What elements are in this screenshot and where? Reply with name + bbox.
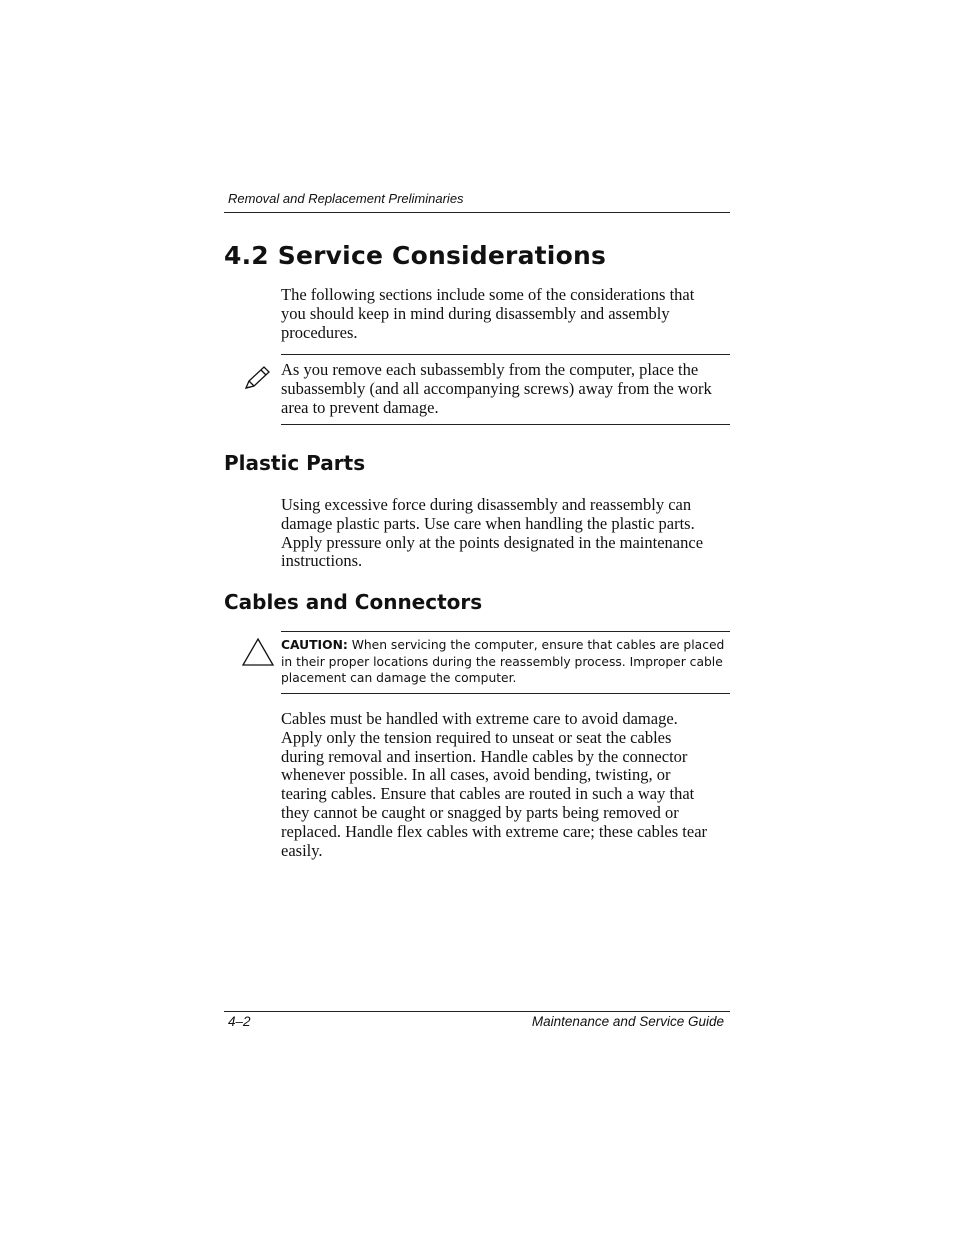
footer-guide-title: Maintenance and Service Guide	[531, 1014, 724, 1029]
plastic-parts-paragraph: Using excessive force during disassembly and reassembly can damage plastic parts. Use care when handling the plastic parts. Apply pressure only at the points designated in the maintenance instructions.	[281, 495, 704, 571]
plastic-parts-heading: Plastic Parts	[224, 451, 366, 475]
footer-rule	[224, 1011, 730, 1012]
note-bottom-rule	[281, 424, 730, 425]
header-rule	[224, 212, 730, 213]
caution-triangle-icon	[241, 637, 275, 667]
caution-label: CAUTION:	[281, 638, 348, 652]
page-title: 4.2 Service Considerations	[224, 241, 607, 270]
running-header-title: Removal and Replacement Preliminaries	[228, 191, 464, 206]
caution-text	[281, 637, 726, 687]
caution-top-rule	[281, 631, 730, 632]
pencil-icon	[242, 364, 272, 392]
note-top-rule	[281, 354, 730, 355]
note-text: As you remove each subassembly from the computer, place the subassembly (and all accompanying screws) away from the work area to prevent damage.	[281, 360, 712, 417]
cables-paragraph: Cables must be handled with extreme care to avoid damage. Apply only the tension required to unseat or seat the cables during removal and insertion. Handle cables by the connector whenever possible. In all cases, avoid bending, twisting, or tearing cables. Ensure that cables are routed in such a way that they cannot be caught or snagged by parts being removed or replaced. Handle flex cables with extreme care; these cables tear easily.	[281, 709, 708, 860]
page-number: 4–2	[228, 1014, 251, 1029]
caution-bottom-rule	[281, 693, 730, 694]
intro-paragraph: The following sections include some of the considerations that you should keep in mind during disassembly and assembly procedures.	[281, 285, 695, 342]
cables-heading: Cables and Connectors	[224, 590, 483, 614]
caution-message: When servicing the computer, ensure that cables are placed in their proper locations during the reassembly process. Improper cable placement can damage the computer.	[281, 638, 725, 686]
